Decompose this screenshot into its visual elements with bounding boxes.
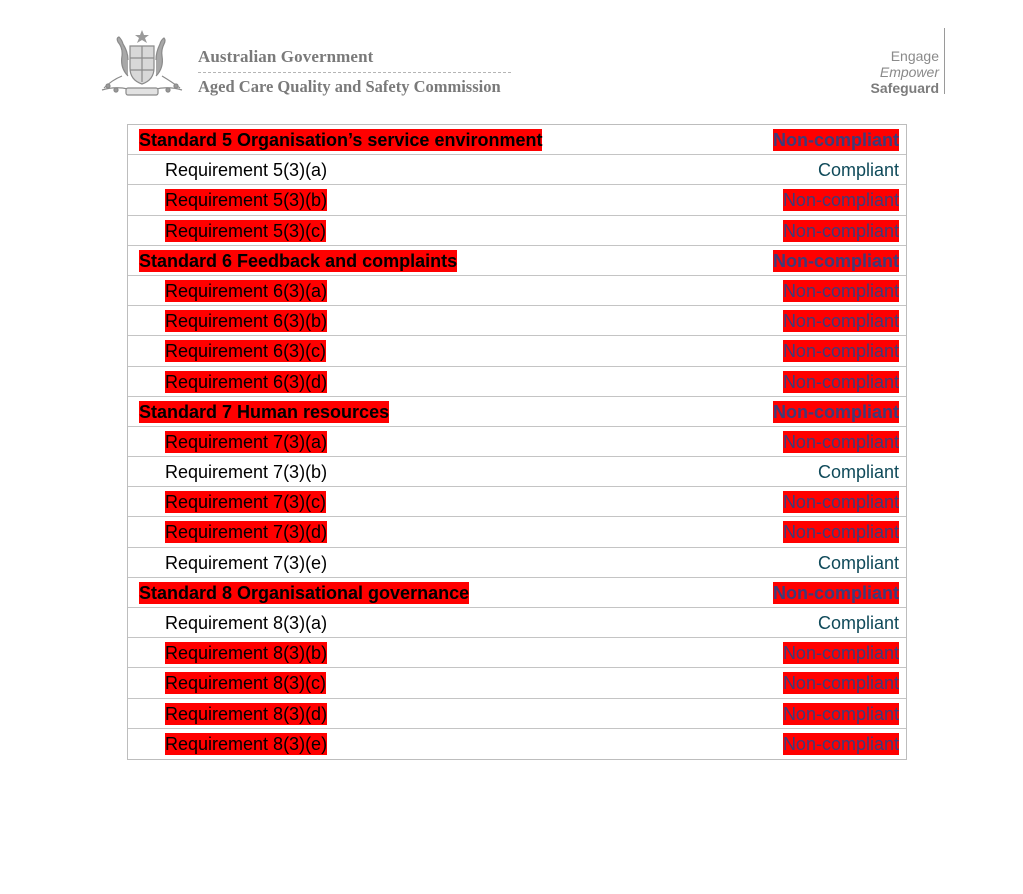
requirement-row — [128, 638, 906, 668]
standard-title: Standard 8 Organisational governance — [139, 582, 470, 603]
requirement-row — [128, 548, 906, 578]
requirement-label: Requirement 7(3)(c) — [165, 492, 327, 513]
requirement-row — [128, 668, 906, 698]
status-compliant: Compliant — [817, 613, 899, 633]
requirement-label: Requirement 7(3)(d) — [165, 522, 328, 543]
status-non-compliant: Non-compliant — [782, 673, 899, 694]
tagline-bar — [944, 28, 945, 94]
requirement-row — [128, 487, 906, 517]
standard-row — [128, 578, 906, 608]
requirement-label: Requirement 6(3)(b) — [165, 311, 328, 332]
requirement-row — [128, 457, 906, 487]
requirement-row — [128, 729, 906, 759]
requirement-row — [128, 608, 906, 638]
status-non-compliant: Non-compliant — [773, 401, 899, 422]
status-non-compliant: Non-compliant — [782, 280, 899, 301]
requirement-label: Requirement 7(3)(a) — [165, 431, 328, 452]
requirement-row — [128, 216, 906, 246]
status-non-compliant: Non-compliant — [782, 341, 899, 362]
status-non-compliant: Non-compliant — [773, 130, 899, 150]
requirement-row — [128, 185, 906, 215]
status-non-compliant: Non-compliant — [773, 582, 899, 603]
requirement-label: Requirement 8(3)(c) — [165, 673, 327, 694]
status-non-compliant: Non-compliant — [782, 733, 899, 754]
tagline-safeguard: Safeguard — [870, 80, 939, 96]
status-non-compliant: Non-compliant — [782, 371, 899, 392]
requirement-label: Requirement 7(3)(e) — [165, 552, 328, 573]
requirement-row — [128, 155, 906, 185]
requirement-label: Requirement 8(3)(b) — [165, 643, 328, 664]
requirement-row — [128, 336, 906, 366]
requirement-row — [128, 427, 906, 457]
requirement-row — [128, 306, 906, 336]
status-non-compliant: Non-compliant — [782, 522, 899, 543]
requirement-row — [128, 699, 906, 729]
compliance-table — [127, 124, 907, 760]
requirement-row — [128, 517, 906, 547]
standard-row — [128, 246, 906, 276]
requirement-label: Requirement 6(3)(c) — [165, 341, 327, 362]
document-header — [0, 0, 1023, 110]
coat-of-arms-icon — [92, 28, 192, 100]
requirement-label: Requirement 8(3)(a) — [165, 613, 328, 633]
government-name: Australian Government — [198, 47, 374, 66]
standard-row — [128, 125, 906, 155]
requirement-label: Requirement 5(3)(b) — [165, 190, 328, 211]
tagline-empower: Empower — [879, 64, 939, 80]
standard-title: Standard 6 Feedback and complaints — [139, 250, 458, 271]
standard-row — [128, 397, 906, 427]
header-divider — [198, 72, 511, 73]
status-non-compliant: Non-compliant — [782, 190, 899, 211]
requirement-row — [128, 367, 906, 397]
tagline-engage: Engage — [890, 48, 939, 64]
status-non-compliant: Non-compliant — [782, 311, 899, 332]
requirement-row — [128, 276, 906, 306]
requirement-label: Requirement 8(3)(e) — [165, 733, 328, 754]
requirement-label: Requirement 8(3)(d) — [165, 703, 328, 724]
commission-name: Aged Care Quality and Safety Commission — [198, 77, 501, 96]
status-compliant: Compliant — [817, 160, 899, 181]
standard-title: Standard 5 Organisation’s service environment — [139, 130, 543, 150]
status-non-compliant: Non-compliant — [782, 431, 899, 452]
requirement-label: Requirement 7(3)(b) — [165, 462, 328, 483]
status-non-compliant: Non-compliant — [782, 643, 899, 664]
status-compliant: Compliant — [817, 462, 899, 483]
tagline — [871, 48, 939, 96]
status-non-compliant: Non-compliant — [782, 220, 899, 241]
requirement-label: Requirement 6(3)(a) — [165, 280, 328, 301]
status-non-compliant: Non-compliant — [773, 250, 899, 271]
requirement-label: Requirement 5(3)(c) — [165, 220, 327, 241]
requirement-label: Requirement 6(3)(d) — [165, 371, 328, 392]
status-compliant: Compliant — [817, 552, 899, 573]
standard-title: Standard 7 Human resources — [139, 401, 390, 422]
status-non-compliant: Non-compliant — [782, 703, 899, 724]
status-non-compliant: Non-compliant — [782, 492, 899, 513]
requirement-label: Requirement 5(3)(a) — [165, 160, 328, 181]
